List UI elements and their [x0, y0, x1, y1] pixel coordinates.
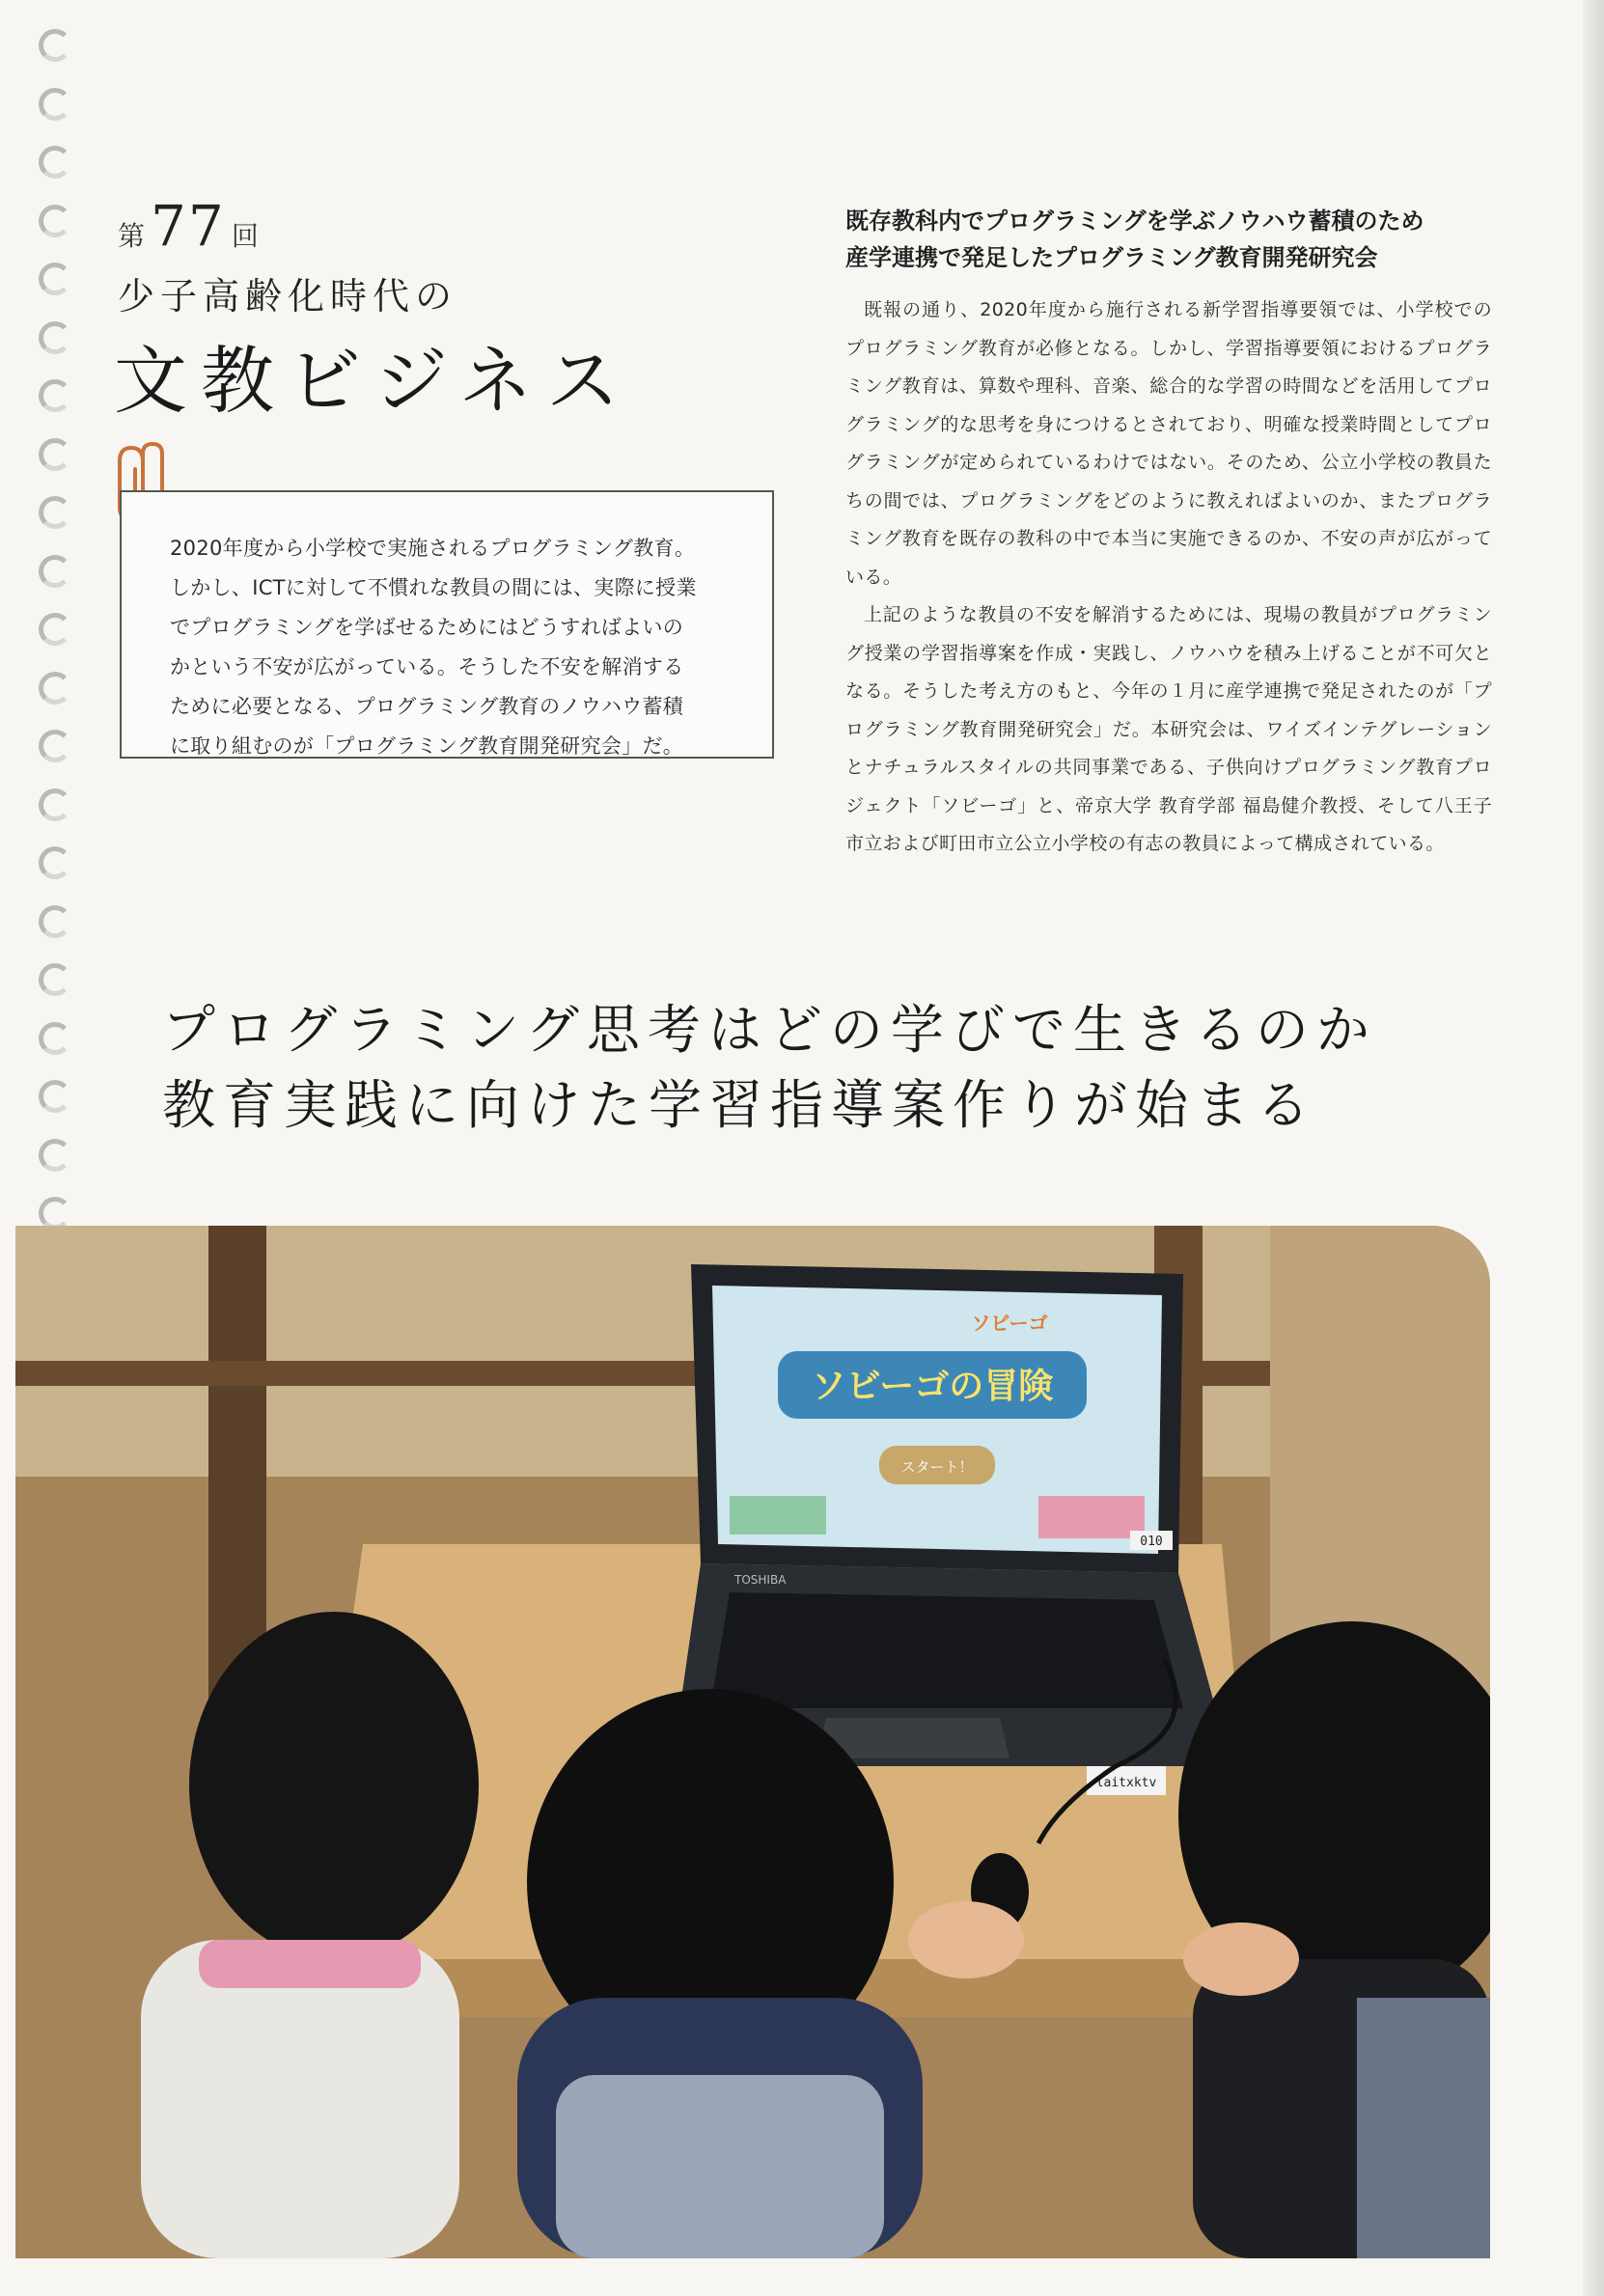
binding-ring: [39, 88, 71, 121]
binding-ring: [39, 205, 71, 237]
child-hand: [908, 1901, 1024, 1978]
lead-box: [120, 490, 774, 759]
start-button-label: スタート！: [900, 1458, 974, 1476]
headline-line: 教育実践に向けた学習指導案作りが始まる: [162, 1074, 1318, 1136]
headline-line: プログラミング思考はどの学びで生きるのか: [162, 999, 1377, 1061]
article-body: [845, 291, 1492, 864]
child-hair: [189, 1612, 479, 1959]
screen-decoration: [1038, 1496, 1145, 1538]
lead-line: しかし、ICTに対して不慣れな教員の間には、実際に授業: [170, 576, 697, 599]
child-sleeve: [1357, 1998, 1490, 2258]
binding-ring: [39, 263, 71, 295]
binding-ring: [39, 1139, 71, 1172]
binding-ring: [39, 730, 71, 762]
series-number: [118, 193, 259, 259]
series-prefix: 第: [118, 220, 146, 252]
article-paragraph: 既報の通り、2020年度から施行される新学習指導要領では、小学校でのプログラミング教育が必修となる。しかし、学習指導要領におけるプログラミング教育は、算数や理科、音楽、総合的な学習の時間などを活用してプログラミング的な思考を身につけるとされており、明確な授業時間としてプログラミングが定められているわけではない。そのため、公立小学校の教員たちの間では、プログラミングをどのように教えればよいのか、またプログラミング教育を既存の教科の中で本当に実施できるのか、不安の声が広がっている。: [845, 299, 1492, 588]
child-hand: [1183, 1923, 1299, 1996]
series-suffix: 回: [231, 220, 259, 252]
laptop-keyboard: [710, 1592, 1183, 1708]
screen-sticker-text: 010: [1140, 1535, 1163, 1549]
screen-decoration: [730, 1496, 826, 1535]
feature-headline: [162, 992, 1377, 1143]
binding-ring: [39, 613, 71, 646]
desk-sticker-text: laitxktv: [1095, 1776, 1157, 1790]
column-subtitle: 少子高齢化時代の: [118, 275, 458, 318]
binding-ring: [39, 1080, 71, 1113]
binding-ring: [39, 846, 71, 879]
binding-ring: [39, 29, 71, 62]
binding-ring: [39, 146, 71, 179]
article-heading: [845, 203, 1492, 276]
classroom-photo: [15, 1226, 1490, 2258]
child-right: [1178, 1621, 1490, 2258]
binding-ring: [39, 1197, 71, 1230]
game-logo: ソビーゴ: [971, 1312, 1048, 1335]
binding-ring: [39, 321, 71, 354]
lead-line: に取り組むのが「プログラミング教育開発研究会」だ。: [170, 734, 684, 758]
binding-ring: [39, 555, 71, 588]
article-heading-line: 既存教科内でプログラミングを学ぶノウハウ蓄積のため: [845, 207, 1424, 235]
article-column: [845, 203, 1492, 864]
article-heading-line: 産学連携で発足したプログラミング教育開発研究会: [845, 244, 1378, 271]
game-title: ソビーゴの冒険: [811, 1367, 1054, 1406]
binding-ring: [39, 496, 71, 529]
binding-ring: [39, 379, 71, 412]
binding-ring: [39, 963, 71, 996]
series-count: 77: [151, 193, 226, 259]
column-title: 文教ビジネス: [114, 338, 633, 424]
child-collar: [199, 1940, 421, 1988]
lead-line: 2020年度から小学校で実施されるプログラミング教育。: [170, 537, 696, 560]
binding-ring: [39, 438, 71, 471]
binding-ring: [39, 905, 71, 938]
page-edge: [1583, 0, 1604, 2296]
laptop-brand: TOSHIBA: [734, 1573, 787, 1587]
lead-line: でプログラミングを学ばせるためにはどうすればよいの: [170, 616, 684, 639]
binding-ring: [39, 1022, 71, 1055]
spiral-binding: [39, 29, 87, 1235]
child-shirt-panel: [556, 2075, 884, 2258]
article-paragraph: 上記のような教員の不安を解消するためには、現場の教員がプログラミング授業の学習指導案を作成・実践し、ノウハウを積み上げることが不可欠となる。そうした考え方のもと、今年の１月に産学連携で発足されたのが「プログラミング教育開発研究会」だ。本研究会は、ワイズインテグレーションとナチュラルスタイルの共同事業である、子供向けプログラミング教育プロジェクト「ソビーゴ」と、帝京大学 教育学部 福島健介教授、そして八王子市立および町田市立公立小学校の有志の教員によって構成されている。: [845, 604, 1492, 854]
lead-line: ために必要となる、プログラミング教育のノウハウ蓄積: [170, 695, 684, 718]
binding-ring: [39, 788, 71, 821]
binding-ring: [39, 672, 71, 705]
lead-line: かという不安が広がっている。そうした不安を解消する: [170, 655, 684, 678]
